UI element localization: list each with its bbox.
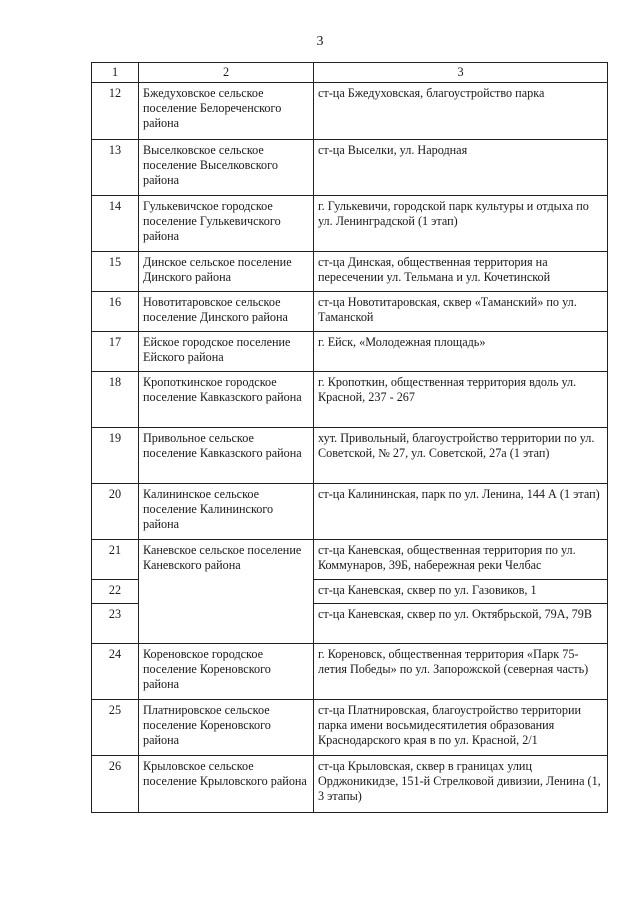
row-number: 16 — [92, 292, 139, 332]
table-row — [92, 644, 608, 700]
row-number: 13 — [92, 140, 139, 196]
object-description: г. Гулькевичи, городской парк культуры и отдыха по ул. Ленинградской (1 этап) — [314, 196, 608, 252]
object-description: г. Кропоткин, общественная территория вдоль ул. Красной, 237 - 267 — [314, 372, 608, 428]
table-row — [92, 196, 608, 252]
settlement-name: Гулькевичское городское поселение Гулькевичского района — [139, 196, 314, 252]
table-row — [92, 484, 608, 540]
table-header-row — [92, 63, 608, 83]
object-description: ст-ца Динская, общественная территория на пересечении ул. Тельмана и ул. Кочетинской — [314, 252, 608, 292]
settlement-name: Калининское сельское поселение Калининского района — [139, 484, 314, 540]
object-description: хут. Привольный, благоустройство территории по ул. Советской, № 27, ул. Советской, 27а (1 этап) — [314, 428, 608, 484]
object-description: ст-ца Крыловская, сквер в границах улиц Орджоникидзе, 151-й Стрелковой дивизии, Ленина (1, 3 этапы) — [314, 756, 608, 813]
row-number: 14 — [92, 196, 139, 252]
object-description: ст-ца Бжедуховская, благоустройство парка — [314, 83, 608, 140]
row-number: 26 — [92, 756, 139, 813]
object-description: ст-ца Новотитаровская, сквер «Таманский» по ул. Таманской — [314, 292, 608, 332]
table-row — [92, 700, 608, 756]
page-number: 3 — [316, 34, 324, 49]
objects-table — [91, 62, 608, 813]
table-row — [92, 140, 608, 196]
settlement-name: Новотитаровское сельское поселение Динского района — [139, 292, 314, 332]
object-description: ст-ца Калининская, парк по ул. Ленина, 144 А (1 этап) — [314, 484, 608, 540]
column-header-3: 3 — [314, 63, 608, 83]
column-header-2: 2 — [139, 63, 314, 83]
object-description: ст-ца Выселки, ул. Народная — [314, 140, 608, 196]
settlement-name: Ейское городское поселение Ейского района — [139, 332, 314, 372]
table-row — [92, 332, 608, 372]
settlement-name: Бжедуховское сельское поселение Белореченского района — [139, 83, 314, 140]
settlement-name: Кропоткинское городское поселение Кавказского района — [139, 372, 314, 428]
table-row — [92, 83, 608, 140]
settlement-name: Привольное сельское поселение Кавказского района — [139, 428, 314, 484]
object-description: г. Ейск, «Молодежная площадь» — [314, 332, 608, 372]
table-row — [92, 252, 608, 292]
settlement-name: Платнировское сельское поселение Кореновского района — [139, 700, 314, 756]
row-number: 21 — [92, 540, 139, 580]
table-row — [92, 292, 608, 332]
object-description: ст-ца Каневская, сквер по ул. Газовиков, 1 — [314, 580, 608, 604]
settlement-name: Кореновское городское поселение Кореновского района — [139, 644, 314, 700]
row-number: 20 — [92, 484, 139, 540]
table-row — [92, 428, 608, 484]
row-number: 12 — [92, 83, 139, 140]
object-description: ст-ца Платнировская, благоустройство территории парка имени восьмидесятилетия образования Краснодарского края в по ул. Красной, 2/1 — [314, 700, 608, 756]
row-number: 19 — [92, 428, 139, 484]
row-number: 23 — [92, 604, 139, 644]
table-row — [92, 756, 608, 813]
row-number: 17 — [92, 332, 139, 372]
row-number: 24 — [92, 644, 139, 700]
row-number: 18 — [92, 372, 139, 428]
object-description: ст-ца Каневская, общественная территория по ул. Коммунаров, 39Б, набережная реки Челбас — [314, 540, 608, 580]
row-number: 25 — [92, 700, 139, 756]
table-row — [92, 540, 608, 580]
settlement-name: Динское сельское поселение Динского района — [139, 252, 314, 292]
object-description: ст-ца Каневская, сквер по ул. Октябрьской, 79А, 79В — [314, 604, 608, 644]
table-row — [92, 372, 608, 428]
row-number: 15 — [92, 252, 139, 292]
object-description: г. Кореновск, общественная территория «Парк 75-летия Победы» по ул. Запорожской (северная часть) — [314, 644, 608, 700]
settlement-name: Выселковское сельское поселение Выселковского района — [139, 140, 314, 196]
settlement-name: Крыловское сельское поселение Крыловского района — [139, 756, 314, 813]
row-number: 22 — [92, 580, 139, 604]
settlement-name: Каневское сельское поселение Каневского района — [139, 540, 314, 644]
column-header-1: 1 — [92, 63, 139, 83]
